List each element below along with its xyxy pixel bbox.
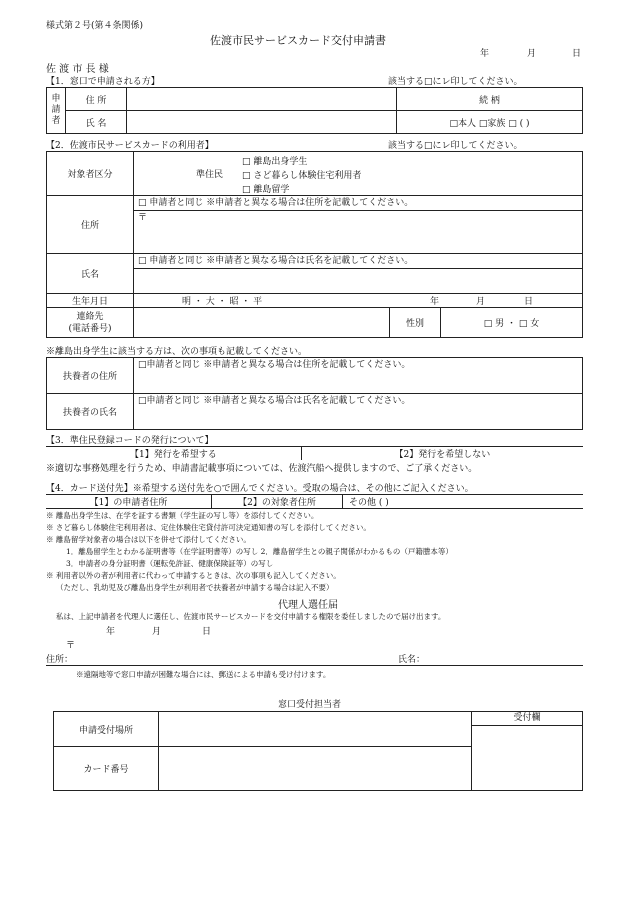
code-option-1[interactable]: 【1】発行を希望する <box>46 447 301 461</box>
proxy-postal-icon: 〒 <box>66 641 76 651</box>
date-month: 月 <box>527 49 537 59</box>
note-3: ※ 離島留学対象者の場合は以下を併せて添付してください。 <box>46 535 251 544</box>
addressee: 佐 渡 市 長 様 <box>46 64 109 75</box>
page-title: 佐渡市民サービスカード交付申請書 <box>210 34 386 47</box>
section3-note: ※適切な事務処理を行うため、申請書記載事項については、佐渡汽船へ提供しますので、ご了承ください。 <box>46 464 478 474</box>
option-trial-housing[interactable]: □ さど暮らし体験住宅利用者 <box>242 171 362 181</box>
section1-heading: 【1．窓口で申請される方】 <box>46 77 160 87</box>
card-label: カード番号 <box>54 747 159 791</box>
s1-name-label: 氏 名 <box>66 111 127 134</box>
s2-name-label: 氏名 <box>47 254 134 294</box>
proxy-name-label: 氏名： <box>398 655 426 665</box>
contact-label-1: 連絡先 <box>76 311 104 322</box>
send-option-2[interactable]: 【2】の対象者住所 <box>212 495 343 509</box>
section2-table <box>46 151 583 338</box>
applicant-label: 申請者 <box>47 88 66 134</box>
birth-cell[interactable] <box>134 294 583 308</box>
card-field[interactable] <box>159 747 472 791</box>
section4-table <box>46 494 583 509</box>
date-year: 年 <box>480 49 490 59</box>
proxy-statement: 私は、上記申請者を代理人に選任し、佐渡市民サービスカードを交付申請する権限を委任しましたので届け出ます。 <box>56 612 446 621</box>
guardian-address-same[interactable]: □申請者と同じ ※申請者と異なる場合は住所を記載してください。 <box>134 358 583 394</box>
code-option-2[interactable]: 【2】発行を希望しない <box>301 447 583 461</box>
note-5: 3．申請者の身分証明書（運転免許証、健康保険証等）の写し <box>66 559 274 568</box>
place-label: 申請受付場所 <box>54 712 159 747</box>
s2-name-same[interactable]: □ 申請者と同じ ※申請者と異なる場合は氏名を記載してください。 <box>134 254 582 269</box>
birth-day: 日 <box>524 297 534 307</box>
category-label: 対象者区分 <box>47 152 134 196</box>
quasi-resident-label: 準住民 <box>196 170 224 180</box>
gender-label: 性別 <box>390 308 441 338</box>
section4-heading: 【4．カード送付先】※希望する送付先を○で囲んでください。受取の場合は、その他にご記入ください。 <box>46 484 474 494</box>
note-4: 1．離島留学生とわかる証明書等（在学証明書等）の写し 2．離島留学生との親子関係がわかるもの（戸籍謄本等） <box>66 547 453 556</box>
form-number: 様式第２号(第４条関係) <box>46 21 144 31</box>
s2-address-same[interactable]: □ 申請者と同じ ※申請者と異なる場合は住所を記載してください。 <box>134 196 582 211</box>
s2-address-label: 住所 <box>47 196 134 254</box>
s1-name-field[interactable] <box>127 111 397 134</box>
birth-year: 年 <box>430 297 440 307</box>
proxy-year: 年 <box>106 627 116 637</box>
proxy-address-label: 住所： <box>46 655 74 665</box>
section2-instruction: 該当する□にレ印してください。 <box>388 141 523 151</box>
guardian-table <box>46 357 583 430</box>
island-note: ※離島出身学生に該当する方は、次の事項も記載してください。 <box>46 347 308 357</box>
note-1: ※ 離島出身学生は、在学を証する書類（学生証の写し等）を添付してください。 <box>46 511 319 520</box>
section1-table <box>46 87 583 134</box>
gender-options[interactable]: □ 男 ・ □ 女 <box>441 308 583 338</box>
receipt-cell <box>472 712 583 791</box>
proxy-signature-line <box>46 665 583 666</box>
section3-table <box>46 446 583 460</box>
category-cell <box>134 152 583 196</box>
guardian-address-label: 扶養者の住所 <box>47 358 134 394</box>
s1-relation-label: 続 柄 <box>397 88 583 111</box>
option-island-study[interactable]: □ 離島留学 <box>242 185 290 195</box>
place-field[interactable] <box>159 712 472 747</box>
birth-eras[interactable]: 明 ・ 大 ・ 昭 ・ 平 <box>182 297 263 307</box>
option-island-student[interactable]: □ 離島出身学生 <box>242 157 308 167</box>
section3-heading: 【3．準住民登録コードの発行について】 <box>46 436 214 446</box>
send-option-3[interactable]: その他 ( ) <box>343 495 584 509</box>
contact-field[interactable] <box>134 308 390 338</box>
birth-label: 生年月日 <box>47 294 134 308</box>
contact-label <box>47 308 134 338</box>
guardian-name-same[interactable]: □申請者と同じ ※申請者と異なる場合は氏名を記載してください。 <box>134 394 583 430</box>
note-6: ※ 利用者以外の者が利用者に代わって申請するときは、次の事項も記入してください。 <box>46 571 341 580</box>
proxy-day: 日 <box>202 627 212 637</box>
s2-name-cell[interactable] <box>134 254 583 294</box>
date-day: 日 <box>572 49 582 59</box>
proxy-month: 月 <box>152 627 162 637</box>
note-7: （ただし、乳幼児及び離島出身学生が利用者で扶養者が申請する場合は記入不要） <box>56 583 334 592</box>
remote-note: ※遠隔地等で窓口申請が困難な場合には、郵送による申請も受け付けます。 <box>76 670 331 679</box>
guardian-name-label: 扶養者の氏名 <box>47 394 134 430</box>
s1-relation-options[interactable]: □本人 □家族 □ ( ) <box>397 111 583 134</box>
postal-icon: 〒 <box>138 213 148 223</box>
birth-month: 月 <box>476 297 486 307</box>
send-option-1[interactable]: 【1】の申請者住所 <box>46 495 212 509</box>
s2-address-cell[interactable] <box>134 196 583 254</box>
office-table <box>53 711 583 791</box>
contact-label-2: (電話番号) <box>68 323 112 334</box>
note-2: ※ さど暮らし体験住宅利用者は、定住体験住宅貸付許可決定通知書の写しを添付してください。 <box>46 523 371 532</box>
office-title: 窓口受付担当者 <box>278 700 342 710</box>
s1-address-label: 住 所 <box>66 88 127 111</box>
proxy-title: 代理人選任届 <box>278 600 338 611</box>
s1-address-field[interactable] <box>127 88 397 111</box>
section2-heading: 【2．佐渡市民サービスカードの利用者】 <box>46 141 214 151</box>
receipt-label: 受付欄 <box>472 712 582 726</box>
section1-instruction: 該当する□にレ印してください。 <box>388 77 523 87</box>
